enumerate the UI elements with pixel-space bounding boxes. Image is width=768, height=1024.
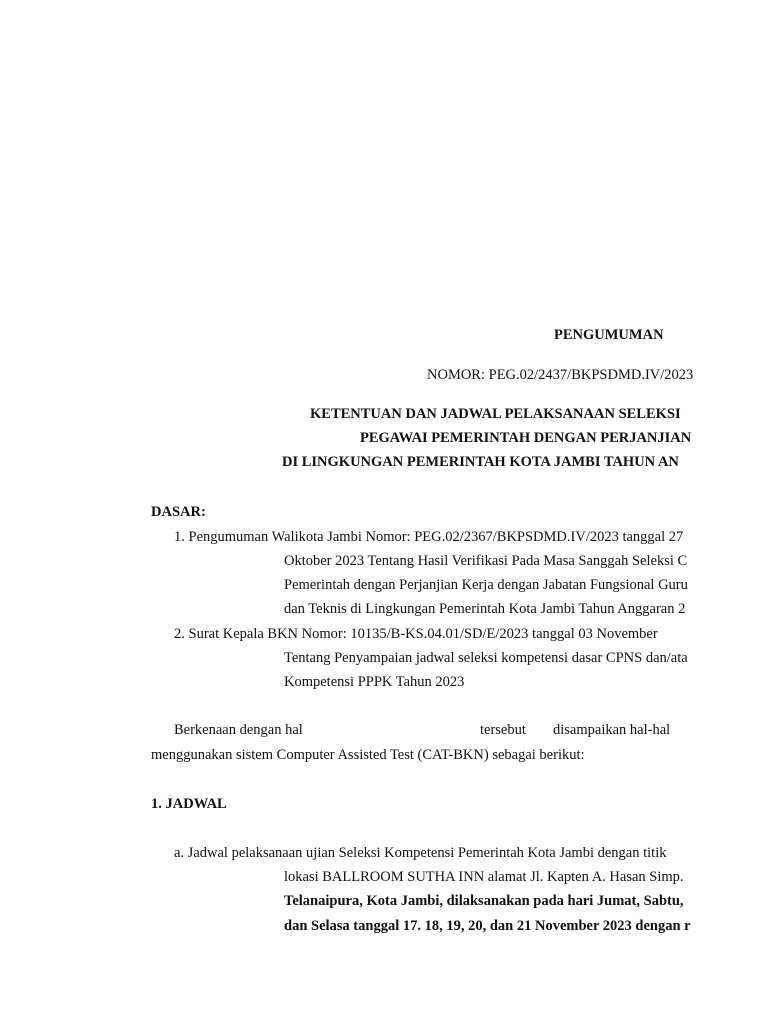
dasar-item-1-line-2: Oktober 2023 Tentang Hasil Verifikasi Pada Masa Sanggah Seleksi C xyxy=(284,553,688,569)
subject-line-1: KETENTUAN DAN JADWAL PELAKSANAAN SELEKSI xyxy=(310,406,681,422)
dasar-item-1-line-3: Pemerintah dengan Perjanjian Kerja dengan Jabatan Fungsional Guru xyxy=(284,577,688,593)
dasar-item-2-line-2: Tentang Penyampaian jadwal seleksi kompetensi dasar CPNS dan/ata xyxy=(284,650,688,666)
jadwal-item-a-line-1: a. Jadwal pelaksanaan ujian Seleksi Kompetensi Pemerintah Kota Jambi dengan titik xyxy=(174,845,667,861)
subject-line-3: DI LINGKUNGAN PEMERINTAH KOTA JAMBI TAHUN AN xyxy=(282,454,679,470)
intro-line-2: menggunakan sistem Computer Assisted Test (CAT-BKN) sebagai berikut: xyxy=(151,747,585,763)
dasar-heading: DASAR: xyxy=(151,504,206,520)
jadwal-item-a-line-2: lokasi BALLROOM SUTHA INN alamat Jl. Kapten A. Hasan Simp. xyxy=(284,869,684,885)
announcement-number: NOMOR: PEG.02/2437/BKPSDMD.IV/2023 xyxy=(427,367,694,383)
jadwal-heading: 1. JADWAL xyxy=(151,796,227,812)
subject-line-2: PEGAWAI PEMERINTAH DENGAN PERJANJIAN xyxy=(360,430,692,446)
dasar-item-2-line-1: 2. Surat Kepala BKN Nomor: 10135/B-KS.04.01/SD/E/2023 tanggal 03 November xyxy=(174,626,658,642)
jadwal-item-a-line-3: Telanaipura, Kota Jambi, dilaksanakan pada hari Jumat, Sabtu, xyxy=(284,893,684,909)
announcement-title: PENGUMUMAN xyxy=(554,327,664,343)
dasar-item-2-line-3: Kompetensi PPPK Tahun 2023 xyxy=(284,674,465,690)
jadwal-item-a-line-4: dan Selasa tanggal 17. 18, 19, 20, dan 21 November 2023 dengan r xyxy=(284,918,691,934)
dasar-item-1-line-1: 1. Pengumuman Walikota Jambi Nomor: PEG.02/2367/BKPSDMD.IV/2023 tanggal 27 xyxy=(174,529,684,545)
intro-word-3: disampaikan hal-hal xyxy=(553,722,671,738)
intro-word-2: tersebut xyxy=(480,722,526,738)
intro-word-1: Berkenaan dengan hal xyxy=(174,722,303,738)
dasar-item-1-line-4: dan Teknis di Lingkungan Pemerintah Kota Jambi Tahun Anggaran 2 xyxy=(284,601,686,617)
